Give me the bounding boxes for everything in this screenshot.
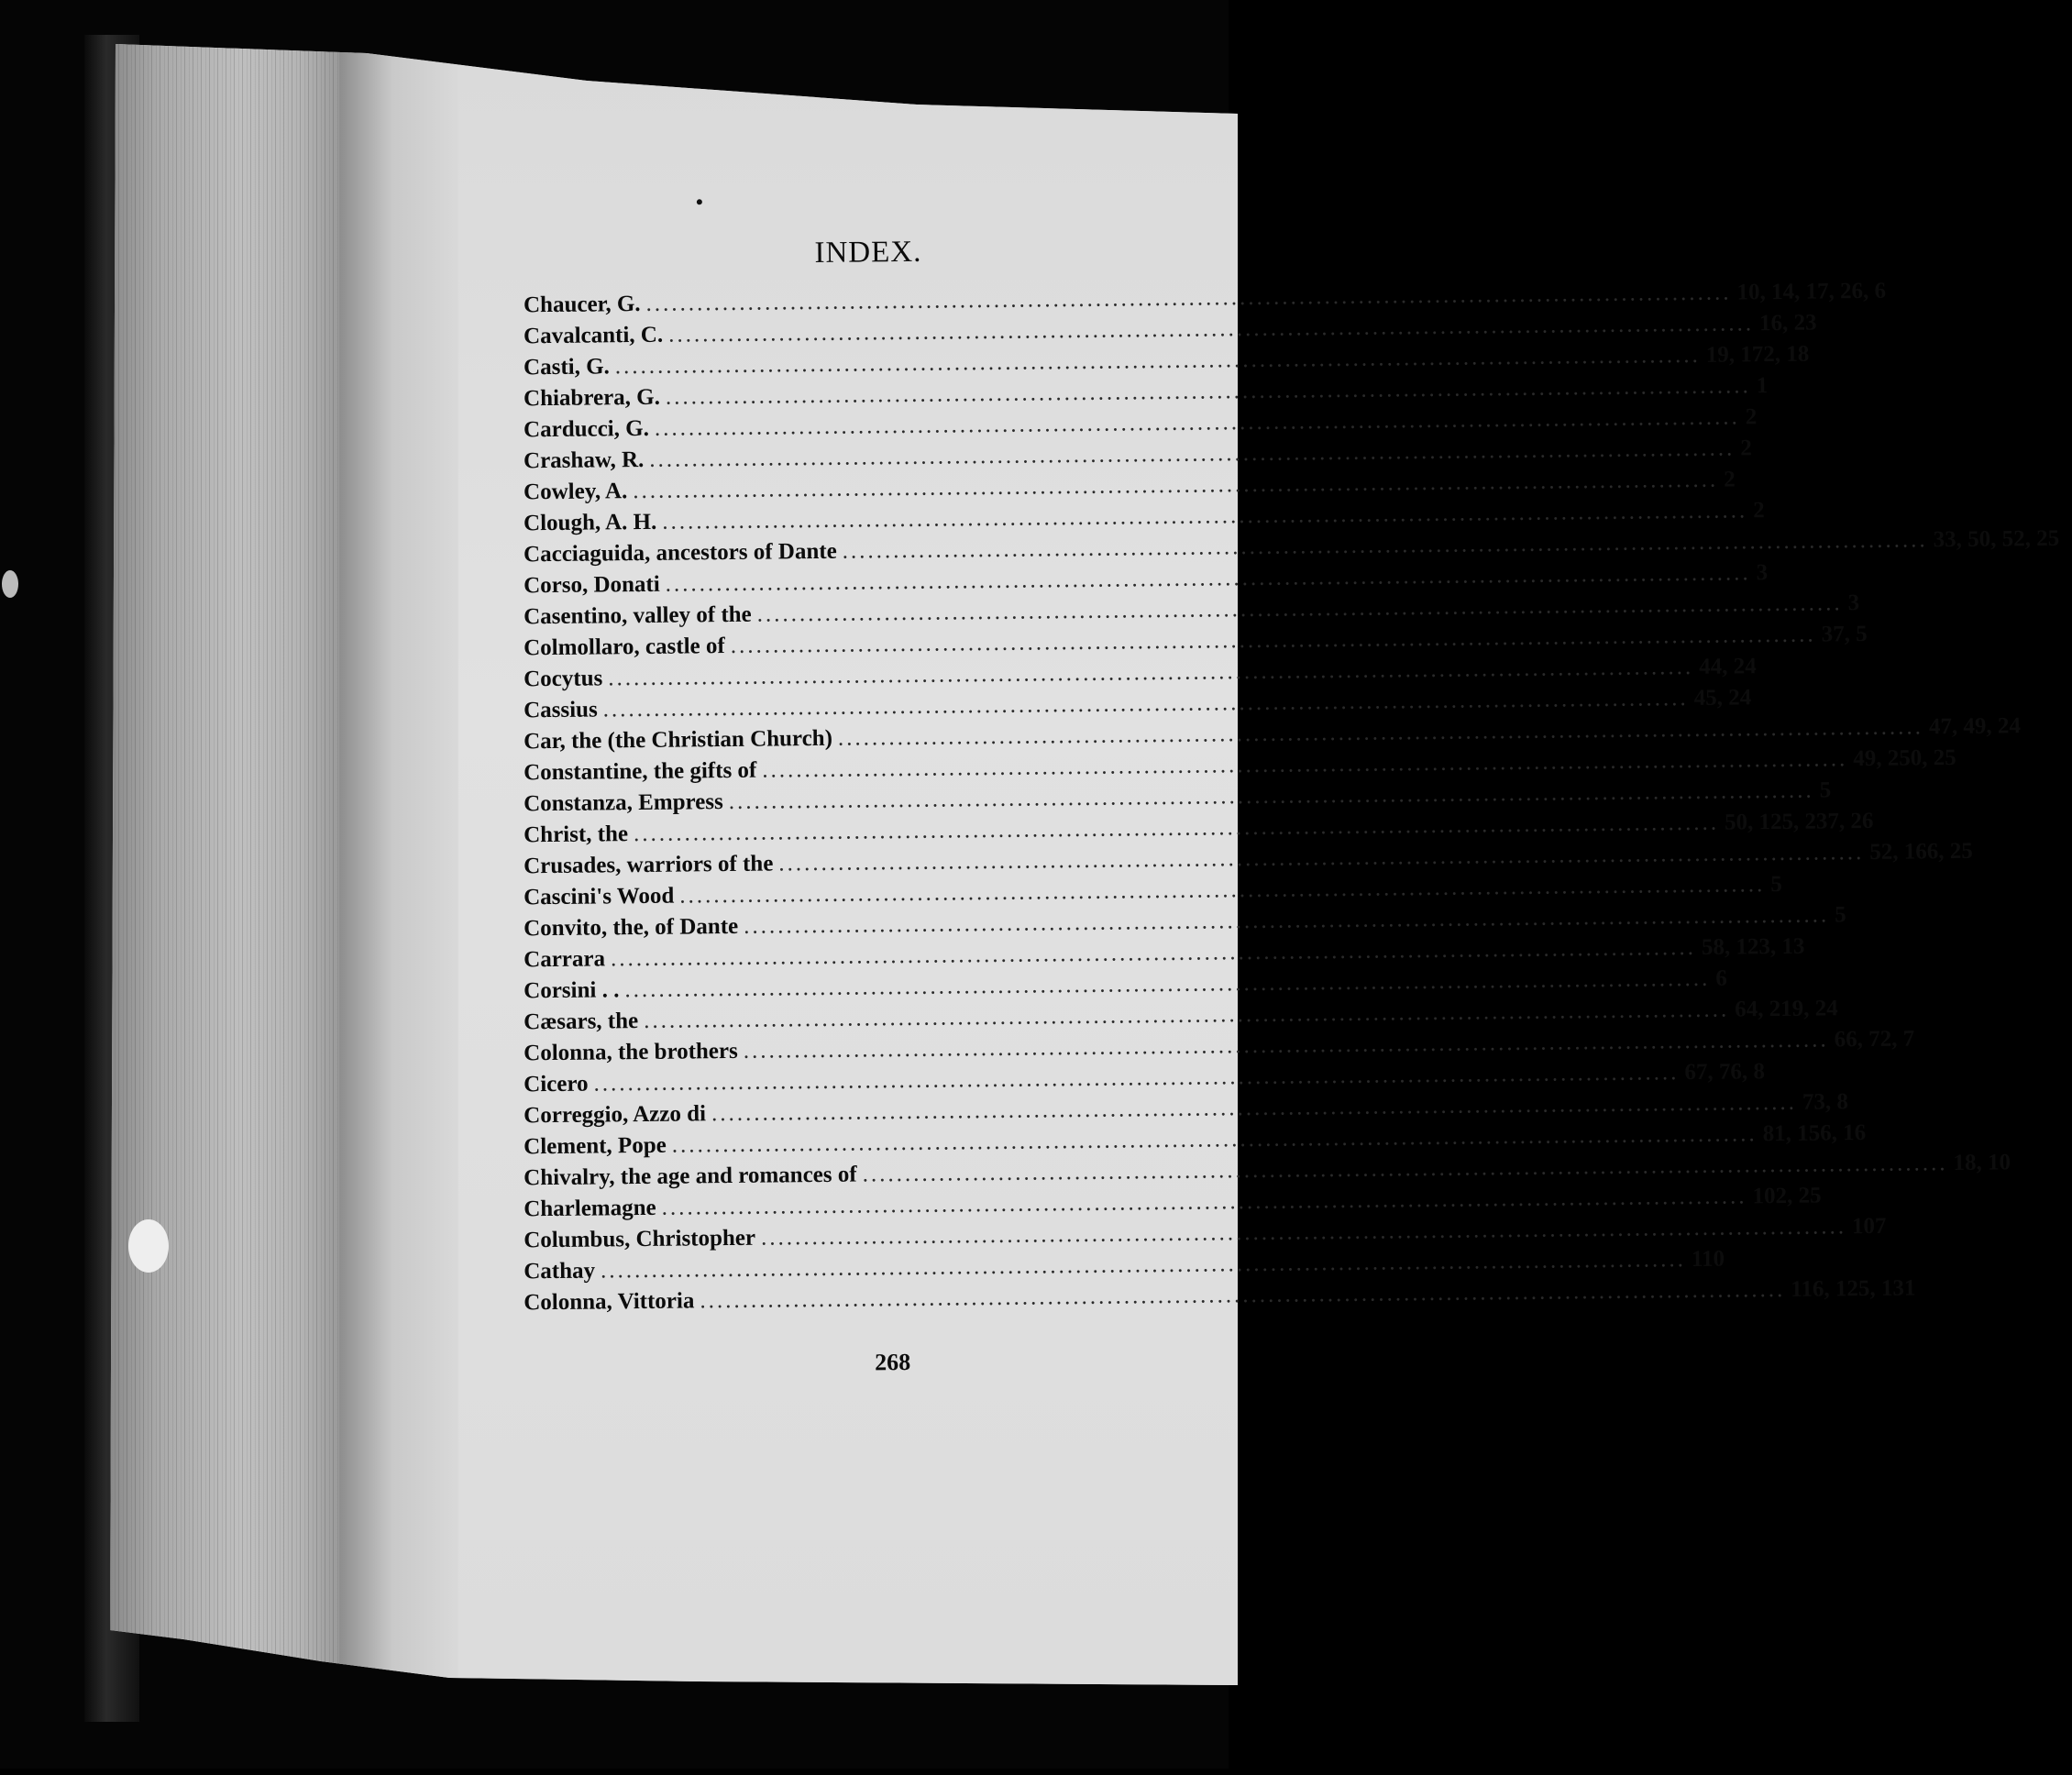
index-entry-pages: 3 — [1756, 560, 1769, 586]
index-entry-pages: 5 — [1770, 871, 1782, 898]
index-entry-list — [523, 278, 2060, 1321]
index-entry-name: Cæsars, the — [524, 1009, 639, 1035]
dot-leader — [645, 281, 1731, 317]
index-entry-name: Convito, the, of Dante — [524, 913, 739, 942]
index-entry-pages: 52, 166, 25 — [1869, 838, 1973, 865]
index-entry-name: Cowley, A. — [523, 479, 628, 505]
index-entry-name: Columbus, Christopher — [524, 1225, 756, 1253]
index-entry-pages: 102, 25 — [1752, 1183, 1822, 1209]
index-entry-name: Cassius — [523, 697, 598, 723]
index-entry — [524, 1275, 1916, 1321]
index-entry-pages: 107 — [1851, 1213, 1887, 1240]
index-entry-name: Cicero — [524, 1071, 589, 1097]
index-entry-pages: 116, 125, 131 — [1791, 1275, 1916, 1302]
index-entry-pages: 1 — [1756, 373, 1769, 399]
index-entry-pages: 47, 49, 24 — [1928, 713, 2022, 740]
index-entry-name: Christ, the — [524, 821, 629, 848]
index-entry-pages: 58, 123, 13 — [1701, 933, 1805, 960]
index-entry-name: Cacciaguida, ancestors of Dante — [523, 538, 837, 568]
index-entry-pages: 49, 250, 25 — [1853, 744, 1956, 772]
index-entry-name: Cathay — [524, 1258, 596, 1284]
index-entry-name: Casentino, valley of the — [523, 601, 752, 630]
index-entry-pages: 2 — [1740, 435, 1752, 461]
index-entry-name: Colonna, the brothers — [524, 1038, 738, 1066]
index-entry-name: Constantine, the gifts of — [524, 757, 757, 786]
index-entry-name: Chivalry, the age and romances of — [524, 1162, 857, 1191]
index-entry-name: Chaucer, G. — [523, 291, 641, 318]
index-entry-name: Crashaw, R. — [523, 447, 645, 474]
page-number: 268 — [874, 1348, 911, 1376]
index-entry-pages: 19, 172, 18 — [1705, 341, 1810, 368]
index-entry-pages: 2 — [1753, 498, 1765, 524]
index-entry-pages: 6 — [1715, 965, 1727, 991]
ink-dot — [697, 199, 702, 204]
index-entry-name: Car, the (the Christian Church) — [524, 725, 833, 755]
index-entry-name: Clough, A. H. — [523, 509, 657, 536]
index-entry-name: Colonna, Vittoria — [524, 1288, 695, 1316]
index-entry-pages: 81, 156, 16 — [1762, 1120, 1867, 1147]
index-entry-name: Cascini's Wood — [524, 883, 675, 910]
index-entry-name: Cocytus — [523, 666, 603, 692]
index-entry-pages: 67, 76, 8 — [1684, 1059, 1766, 1086]
index-entry-pages: 73, 8 — [1802, 1089, 1849, 1115]
index-entry-pages: 33, 50, 52, 25 — [1933, 525, 2060, 553]
index-entry-name: Carrara — [524, 946, 606, 973]
index-entry-pages: 44, 24 — [1699, 654, 1757, 679]
index-entry-name: Crusades, warriors of the — [524, 851, 774, 879]
index-entry-pages: 5 — [1819, 777, 1832, 803]
index-entry-name: Correggio, Azzo di — [524, 1101, 707, 1129]
index-entry-pages: 2 — [1724, 467, 1736, 492]
index-entry-pages: 64, 219, 24 — [1734, 996, 1838, 1022]
index-entry-pages: 37, 5 — [1821, 621, 1868, 647]
index-entry-pages: 5 — [1834, 902, 1846, 928]
index-entry-pages: 110 — [1691, 1246, 1725, 1273]
index-entry-name: Cavalcanti, C. — [523, 322, 664, 349]
index-entry-name: Colmollaro, castle of — [523, 634, 725, 661]
index-entry-pages: 3 — [1847, 590, 1860, 616]
index-entry-name: Carducci, G. — [523, 415, 650, 443]
index-entry-name: Constanza, Empress — [524, 789, 723, 817]
page-title: INDEX. — [814, 235, 922, 270]
index-entry-pages: 10, 14, 17, 26, 6 — [1736, 278, 1887, 305]
index-entry-pages: 45, 24 — [1693, 685, 1752, 711]
index-entry-pages: 66, 72, 7 — [1834, 1026, 1915, 1053]
index-entry-name: Clement, Pope — [524, 1132, 667, 1160]
index-entry-pages: 18, 10 — [1953, 1150, 2011, 1176]
index-entry-name: Casti, G. — [523, 354, 610, 380]
index-entry-pages: 50, 125, 237, 26 — [1724, 808, 1874, 835]
index-entry-name: Corso, Donati — [523, 571, 660, 599]
index-entry-name: Corsini . . — [524, 977, 620, 1004]
index-entry-pages: 2 — [1745, 404, 1758, 430]
index-entry-pages: 16, 23 — [1758, 310, 1817, 336]
index-entry-name: Charlemagne — [524, 1195, 656, 1222]
index-entry-name: Chiabrera, G. — [523, 384, 661, 412]
